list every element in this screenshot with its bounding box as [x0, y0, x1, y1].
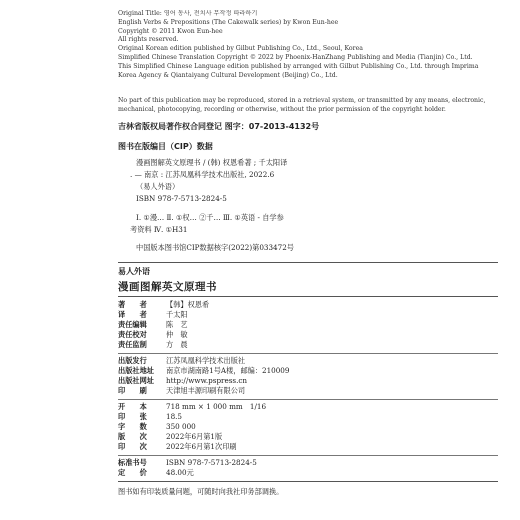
credit-row [118, 376, 498, 386]
credit-value: 南京市湖南路1号A楼，邮编：210009 [166, 366, 290, 375]
credit-row [118, 432, 498, 442]
rights-notice-line: mechanical, photocopying, recording or otherwise, without the prior permission of the copyright holder. [118, 105, 446, 113]
copyright-registration: 吉林省版权局著作权合同登记 图字：07-2013-4132号 [118, 122, 320, 131]
credit-label: 责任监制 [118, 340, 147, 349]
credit-value: 2022年6月第1版 [166, 432, 223, 441]
book-title: 漫画图解英文原理书 [118, 281, 217, 293]
copyright-english-block [118, 10, 498, 80]
copyright-line: All rights reserved. [118, 36, 179, 44]
credit-value: 天津旭丰源印刷有限公司 [166, 386, 246, 395]
credit-row [118, 310, 498, 320]
copyright-line: English Verbs & Prepositions (The Cakewalk series) by Kwon Eun-hee [118, 18, 339, 26]
copyright-line: Original Korean edition published by Gilbut Publishing Co., Ltd., Seoul, Korea [118, 45, 363, 53]
credit-value: 陈 艺 [166, 320, 188, 329]
series-name: 易人外语 [118, 267, 150, 276]
credit-row [118, 300, 498, 310]
credits-divider [118, 353, 498, 354]
credit-row [118, 442, 498, 452]
credit-value: 千太阳 [166, 310, 188, 319]
credit-value: ISBN 978-7-5713-2824-5 [166, 458, 257, 467]
credit-label: 出版发行 [118, 356, 147, 365]
credit-label: 版 次 [118, 432, 147, 441]
credit-label: 责任校对 [118, 330, 147, 339]
credit-value: 350 000 [166, 422, 196, 431]
credit-label: 著 者 [118, 300, 147, 309]
credit-row [118, 468, 498, 478]
copyright-line: Simplified Chinese Translation Copyright © 2022 by Phoenix-HanZhang Publishing and Media (Tianjin) Co., Ltd. [118, 53, 473, 61]
bottom-divider [118, 481, 498, 482]
credit-row [118, 412, 498, 422]
cip-line: （易人外语） [136, 182, 180, 191]
cip-line: 漫画图解英文原理书 / (韩) 权恩希著 ; 千太阳译 [136, 158, 288, 167]
credit-value: 方 晨 [166, 340, 188, 349]
credit-value: 18.5 [166, 412, 183, 421]
credit-row [118, 386, 498, 396]
copyright-line: Original Title: 영어 동사, 전치사 무작정 따라하기 [118, 10, 258, 17]
credit-row [118, 356, 498, 366]
credit-label: 出版社网址 [118, 376, 154, 385]
credit-label: 译 者 [118, 310, 147, 319]
credit-label: 开 本 [118, 402, 147, 411]
copyright-line: This Simplified Chinese Language edition published by arranged with Gilbut Publishing Co., Ltd. through Imprima [118, 62, 479, 70]
copyright-line: Copyright © 2011 Kwon Eun-hee [118, 27, 223, 35]
credits-divider [118, 399, 498, 400]
credit-value: 【韩】权恩希 [166, 300, 210, 309]
rights-notice [118, 97, 498, 115]
credit-value: 48.00元 [166, 468, 194, 477]
cip-line: ISBN 978-7-5713-2824-5 [136, 194, 227, 203]
credit-value: 718 mm × 1 000 mm 1/16 [166, 402, 267, 411]
credit-label: 标准书号 [118, 458, 147, 467]
credit-row [118, 422, 498, 432]
cip-heading: 图书在版编目（CIP）数据 [118, 142, 213, 151]
credit-value: 江苏凤凰科学技术出版社 [166, 356, 246, 365]
credit-row [118, 320, 498, 330]
cip-classification [130, 212, 496, 236]
cip-class-line: Ⅰ. ①漫… Ⅱ. ①权… ②千… Ⅲ. ①英语 - 自学参 [136, 213, 284, 222]
credit-label: 印 刷 [118, 386, 147, 395]
cip-class-line: 考资料 Ⅳ. ①H31 [130, 225, 188, 234]
credit-row [118, 458, 498, 468]
credit-row [118, 366, 498, 376]
credit-label: 定 价 [118, 468, 147, 477]
credit-label: 字 数 [118, 422, 147, 431]
credit-label: 责任编辑 [118, 320, 147, 329]
credits-divider [118, 455, 498, 456]
credit-row [118, 402, 498, 412]
credit-value: 2022年6月第1次印刷 [166, 442, 237, 451]
credit-label: 印 次 [118, 442, 147, 451]
credit-value: 仲 敏 [166, 330, 188, 339]
rights-notice-line: No part of this publication may be reproduced, stored in a retrieval system, or transmitted by any means, electronic, [118, 97, 486, 104]
cip-line: . — 南京 : 江苏凤凰科学技术出版社, 2022.6 [130, 170, 275, 179]
credit-row [118, 340, 498, 350]
credit-label: 印 张 [118, 412, 147, 421]
credit-label: 出版社地址 [118, 366, 154, 375]
cip-record-number: 中国版本图书馆CIP数据核字(2022)第033472号 [136, 243, 294, 252]
credit-row [118, 330, 498, 340]
credit-value: http://www.pspress.cn [166, 376, 248, 385]
title-divider [118, 296, 498, 297]
print-quality-notice: 图书如有印装质量问题，可随时向我社印务部调换。 [118, 487, 284, 496]
cip-data-block [130, 157, 496, 205]
copyright-line: Korea Agency & Qiantaiyang Cultural Development (Beijing) Co., Ltd. [118, 71, 338, 79]
top-divider [118, 262, 498, 263]
